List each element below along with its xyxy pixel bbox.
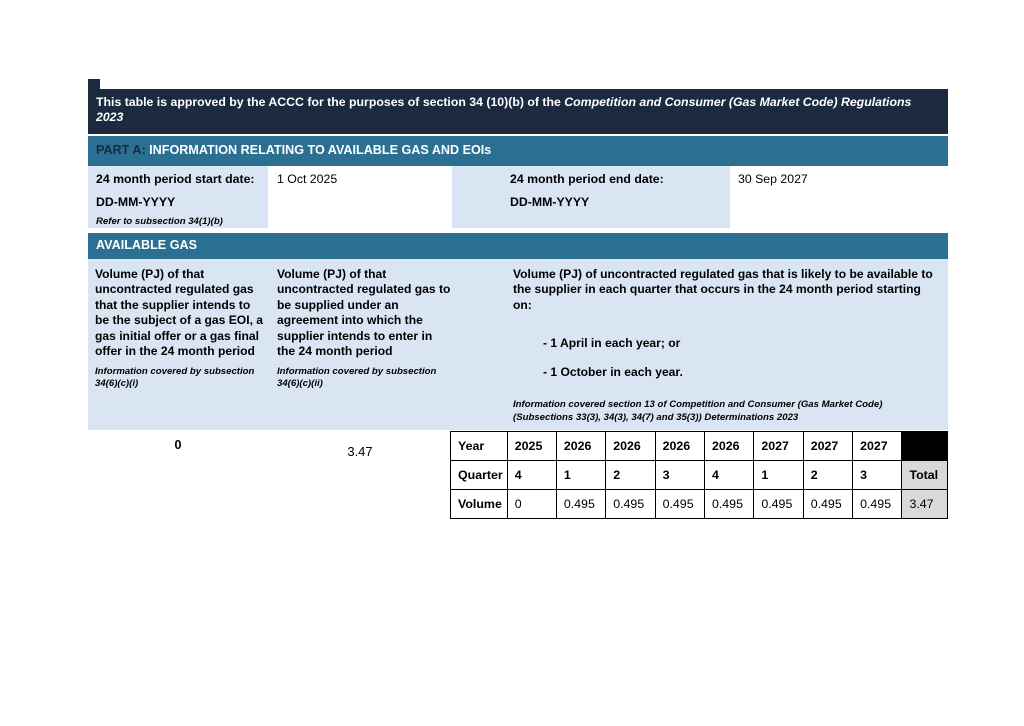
quarter-row-header: Quarter bbox=[451, 461, 508, 490]
year-cell: 2025 bbox=[507, 432, 556, 461]
regulation-name-italic: Competition and Consumer (Gas Market Code) Regulations 2023 bbox=[96, 95, 912, 124]
period-dates-row bbox=[88, 166, 948, 228]
quarter-cell: 1 bbox=[754, 461, 803, 490]
year-row-header: Year bbox=[451, 432, 508, 461]
end-date-format: DD-MM-YYYY bbox=[510, 195, 590, 209]
corner-tab bbox=[88, 79, 100, 89]
volume-cell: 0.495 bbox=[754, 490, 803, 519]
volume-cell: 0.495 bbox=[655, 490, 704, 519]
start-date-value: 1 Oct 2025 bbox=[277, 172, 338, 186]
eoi-volume-value: 0 bbox=[174, 438, 182, 452]
table-row-volume bbox=[451, 490, 948, 519]
quarter-cell: 3 bbox=[853, 461, 902, 490]
quarterly-volume-table bbox=[450, 431, 948, 519]
year-cell: 2026 bbox=[655, 432, 704, 461]
year-cell: 2026 bbox=[704, 432, 753, 461]
quarter-cell: 2 bbox=[803, 461, 852, 490]
eoi-volume-heading: Volume (PJ) of that uncontracted regulated gas that the supplier intends to be the subject of a gas EOI, a gas initial offer or a gas final offer in the 24 month period bbox=[95, 267, 264, 359]
quarter-cell: 4 bbox=[704, 461, 753, 490]
year-cell: 2027 bbox=[853, 432, 902, 461]
agreement-volume-note: Information covered by subsection 34(6)(c)(ii) bbox=[277, 365, 437, 390]
end-date-value: 30 Sep 2027 bbox=[738, 172, 808, 186]
quarter-cell: 1 bbox=[556, 461, 605, 490]
volume-cell: 0 bbox=[507, 490, 556, 519]
quarter-cell: 2 bbox=[606, 461, 655, 490]
april-bullet: - 1 April in each year; or bbox=[543, 336, 681, 351]
volume-cell: 0.495 bbox=[704, 490, 753, 519]
end-date-value-cell bbox=[730, 166, 948, 228]
available-gas-title: AVAILABLE GAS bbox=[96, 238, 197, 252]
start-date-label-cell bbox=[88, 166, 268, 228]
eoi-volume-note: Information covered by subsection 34(6)(c)(i) bbox=[95, 365, 255, 390]
approval-header-bar bbox=[88, 89, 948, 134]
available-gas-description-band bbox=[88, 259, 948, 430]
start-date-value-cell bbox=[268, 166, 452, 228]
table-row-quarter bbox=[451, 461, 948, 490]
black-corner-cell bbox=[902, 432, 948, 461]
part-a-section-bar bbox=[88, 136, 948, 166]
table-row-year bbox=[451, 432, 948, 461]
total-volume-cell: 3.47 bbox=[902, 490, 948, 519]
end-date-label: 24 month period end date: bbox=[510, 172, 664, 186]
october-bullet: - 1 October in each year. bbox=[543, 364, 683, 379]
volume-row-header: Volume bbox=[451, 490, 508, 519]
quarter-cell: 4 bbox=[507, 461, 556, 490]
year-cell: 2027 bbox=[803, 432, 852, 461]
quarterly-availability-heading: Volume (PJ) of uncontracted regulated gas that is likely to be available to the supplier in each quarter that occurs in the 24 month period starting on: bbox=[513, 267, 933, 312]
start-date-label: 24 month period start date: bbox=[96, 172, 255, 186]
end-date-label-cell bbox=[452, 166, 730, 228]
part-a-label: PART A: bbox=[96, 143, 146, 157]
eoi-volume-column bbox=[95, 267, 265, 391]
volume-cell: 0.495 bbox=[606, 490, 655, 519]
part-a-title: INFORMATION RELATING TO AVAILABLE GAS AND EOIs bbox=[145, 143, 492, 157]
volume-cell: 0.495 bbox=[556, 490, 605, 519]
quarter-cell: 3 bbox=[655, 461, 704, 490]
agreement-volume-heading: Volume (PJ) of that uncontracted regulated gas to be supplied under an agreement into which the supplier intends to enter in the 24 month period bbox=[277, 267, 451, 359]
volume-cell: 0.495 bbox=[853, 490, 902, 519]
year-cell: 2027 bbox=[754, 432, 803, 461]
start-date-format: DD-MM-YYYY bbox=[96, 195, 176, 209]
approval-text: This table is approved by the ACCC for the purposes of section 34 (10)(b) of the bbox=[96, 95, 565, 109]
agreement-volume-value: 3.47 bbox=[347, 444, 373, 459]
volume-cell: 0.495 bbox=[803, 490, 852, 519]
year-cell: 2026 bbox=[556, 432, 605, 461]
quarterly-availability-column bbox=[513, 267, 943, 424]
year-cell: 2026 bbox=[606, 432, 655, 461]
available-gas-section-bar bbox=[88, 233, 948, 259]
agreement-volume-column bbox=[277, 267, 453, 391]
start-date-note: Refer to subsection 34(1)(b) bbox=[96, 216, 223, 227]
quarterly-availability-note: Information covered section 13 of Competition and Consumer (Gas Market Code) (Subsections 33(3), 34(3), 34(7) and 35(3)) Determinations 2023 bbox=[513, 399, 883, 423]
total-header-cell: Total bbox=[902, 461, 948, 490]
